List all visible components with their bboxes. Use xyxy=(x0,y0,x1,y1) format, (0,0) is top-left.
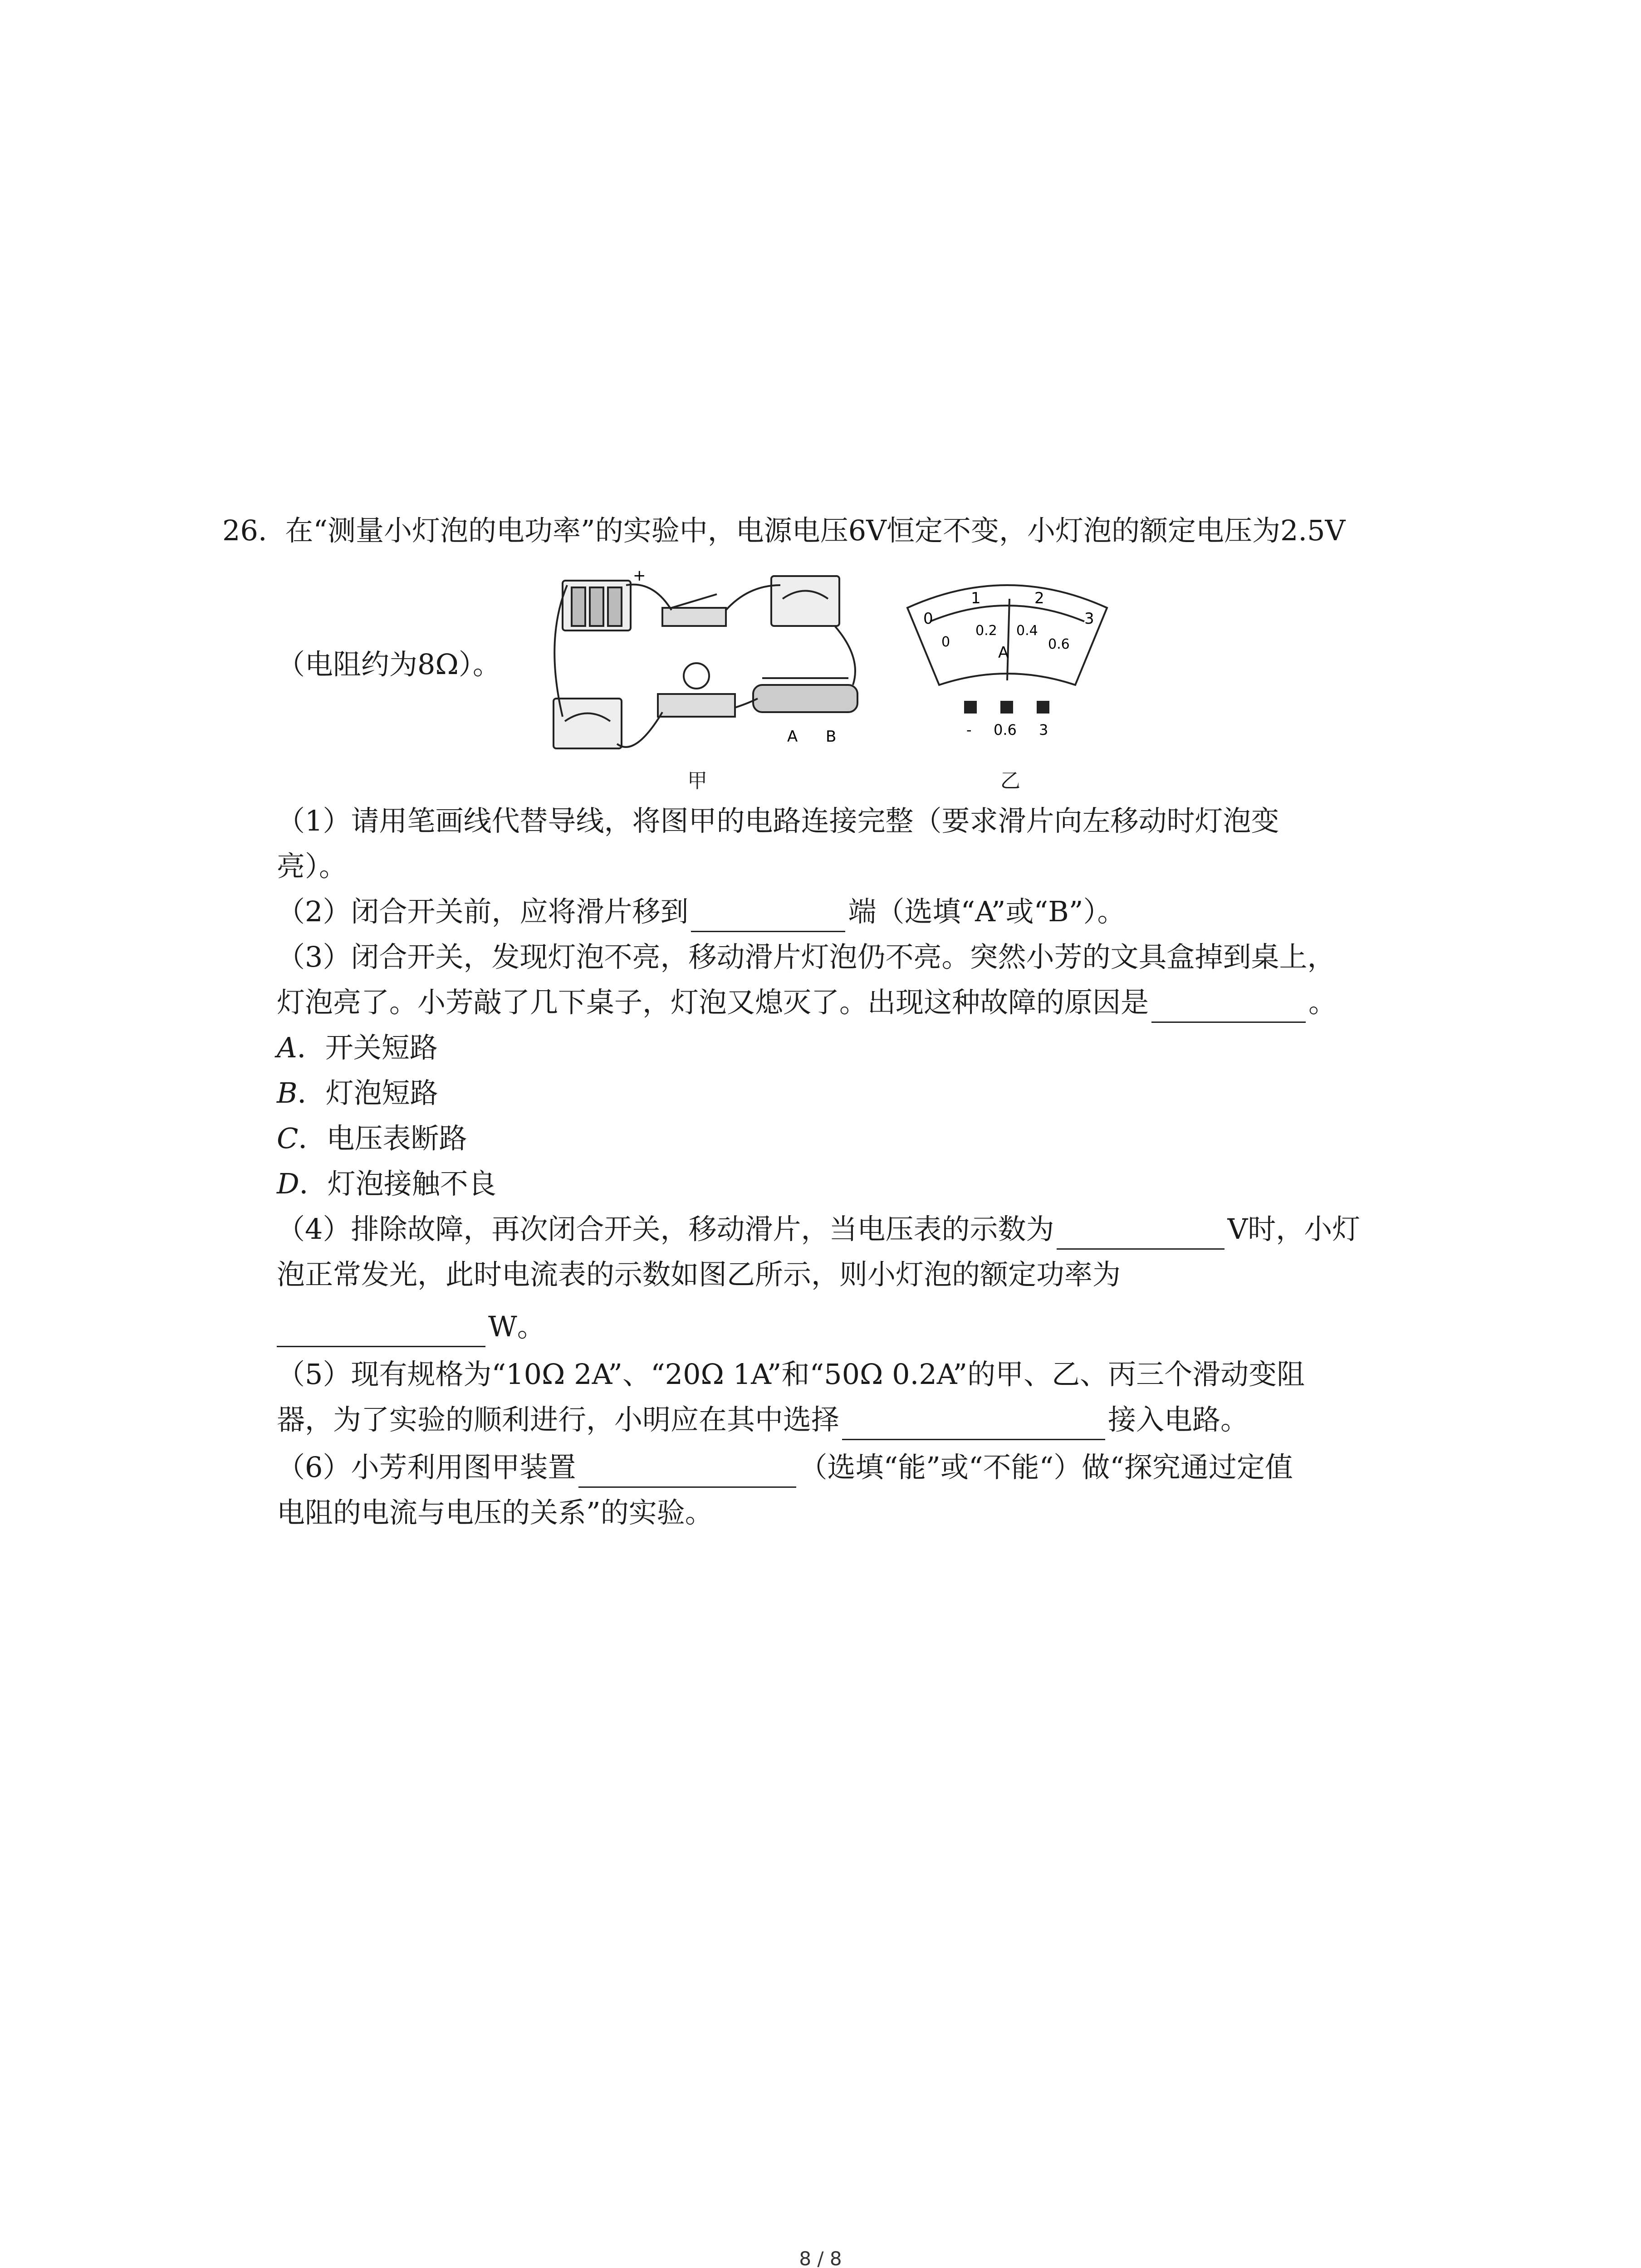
part-4-unit: W。 xyxy=(488,1310,545,1343)
part-4-line-1 xyxy=(277,1209,1360,1250)
scale-bottom-0-4: 0.4 xyxy=(1016,623,1038,639)
part-5-line-1: （5）现有规格为“10Ω 2A”、“20Ω 1A”和“50Ω 0.2A”的甲、乙、丙三个滑动变阻 xyxy=(277,1358,1305,1391)
battery-plus-label: + xyxy=(633,567,646,585)
option-d-letter: D xyxy=(277,1167,299,1200)
option-b-letter: B xyxy=(277,1076,298,1110)
option-a xyxy=(277,1027,438,1068)
part-6-after: （选填“能”或“不能“）做“探究通过定值 xyxy=(799,1451,1293,1484)
question-number: 26. xyxy=(222,514,267,547)
part-3-after: 。 xyxy=(1308,986,1337,1019)
part-4-after: V时，小灯 xyxy=(1227,1212,1361,1246)
part-3-line-2 xyxy=(277,982,1337,1023)
ammeter-dial-figure xyxy=(903,572,1112,762)
question-stem: 在“测量小灯泡的电功率”的实验中，电源电压6V恒定不变，小灯泡的额定电压为2.5V xyxy=(285,514,1346,547)
figure-caption-yi: 乙 xyxy=(1000,769,1020,792)
part-4-before: （4）排除故障，再次闭合开关，移动滑片，当电压表的示数为 xyxy=(277,1212,1054,1246)
scale-top-1: 1 xyxy=(971,589,981,607)
figure-caption-jia: 甲 xyxy=(687,769,707,792)
part-2-before: （2）闭合开关前，应将滑片移到 xyxy=(277,895,689,928)
option-b-text: ．灯泡短路 xyxy=(297,1076,438,1110)
option-a-text: ．开关短路 xyxy=(297,1031,438,1064)
part-2-after: 端（选填“A”或“B”）。 xyxy=(848,895,1126,928)
part-5-line-2 xyxy=(277,1399,1249,1440)
scale-top-2: 2 xyxy=(1034,589,1044,607)
part-6-answer-blank[interactable] xyxy=(578,1455,796,1488)
option-c xyxy=(277,1118,467,1159)
scale-bottom-0-2: 0.2 xyxy=(975,623,997,639)
rheostat-label-b: B xyxy=(826,728,837,746)
terminal-3: 3 xyxy=(1039,721,1048,738)
option-a-letter: A xyxy=(277,1031,297,1064)
scale-bottom-0: 0 xyxy=(941,634,950,650)
part-1-line-1: （1）请用笔画线代替导线，将图甲的电路连接完整（要求滑片向左移动时灯泡变 xyxy=(277,804,1279,837)
option-b xyxy=(277,1073,438,1114)
circuit-figure xyxy=(535,567,880,762)
part-5-after: 接入电路。 xyxy=(1108,1403,1249,1436)
part-6-line-1 xyxy=(277,1447,1293,1488)
option-c-letter: C xyxy=(277,1122,299,1155)
rheostat-label-a: A xyxy=(787,728,798,746)
scale-top-3: 3 xyxy=(1084,610,1094,628)
part-1-line-2: 亮）。 xyxy=(277,850,348,883)
part-6-line-2: 电阻的电流与电压的关系”的实验。 xyxy=(277,1496,713,1529)
page-number: 8 / 8 xyxy=(799,2248,842,2268)
part-3-line-1: （3）闭合开关，发现灯泡不亮，移动滑片灯泡仍不亮。突然小芳的文具盒掉到桌上， xyxy=(277,940,1336,973)
option-d-text: ．灯泡接触不良 xyxy=(299,1167,496,1200)
part-3-answer-blank[interactable] xyxy=(1151,990,1306,1023)
meter-unit: A xyxy=(998,644,1009,662)
part-4-line-2: 泡正常发光，此时电流表的示数如图乙所示，则小灯泡的额定功率为 xyxy=(277,1258,1121,1291)
scale-top-0: 0 xyxy=(923,610,933,628)
scale-bottom-0-6: 0.6 xyxy=(1048,636,1070,652)
part-4-power-blank[interactable] xyxy=(277,1314,485,1347)
question-stem-line-2: （电阻约为8Ω）。 xyxy=(277,648,501,681)
part-5-answer-blank[interactable] xyxy=(842,1407,1105,1440)
part-6-before: （6）小芳利用图甲装置 xyxy=(277,1451,576,1484)
option-d xyxy=(277,1163,496,1204)
option-c-text: ．电压表断路 xyxy=(298,1122,467,1155)
part-4-voltage-blank[interactable] xyxy=(1057,1217,1225,1250)
part-4-line-3 xyxy=(277,1306,545,1347)
terminal-minus: - xyxy=(966,721,972,738)
part-2-line xyxy=(277,891,1125,932)
part-5-before: 器，为了实验的顺利进行，小明应在其中选择 xyxy=(277,1403,840,1436)
part-2-answer-blank[interactable] xyxy=(691,899,845,932)
question-stem-line-1 xyxy=(222,510,1345,551)
part-3-before: 灯泡亮了。小芳敲了几下桌子，灯泡又熄灭了。出现这种故障的原因是 xyxy=(277,986,1149,1019)
terminal-0-6: 0.6 xyxy=(994,721,1017,738)
